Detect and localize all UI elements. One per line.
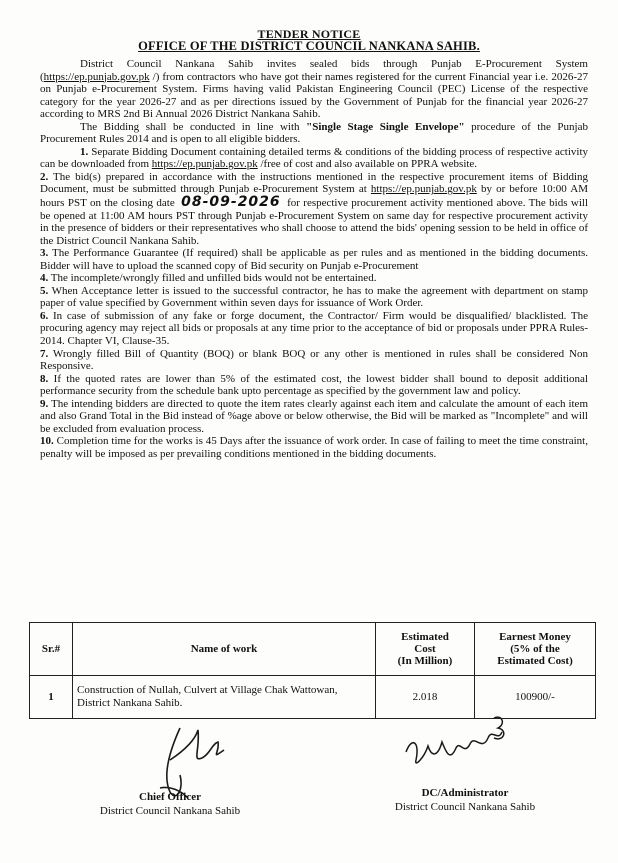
left-signatory-office: District Council Nankana Sahib: [99, 805, 241, 817]
header-name-of-work: Name of work: [73, 623, 376, 676]
point-2: [40, 171, 588, 247]
point-number: 9.: [40, 397, 49, 410]
header-sr: Sr.#: [30, 623, 73, 676]
header-earnest-money: [475, 623, 596, 676]
intro-text-b: /) from contractors who have got their names registered for the current Financial year i.e. 2026-27 on Punjab e-Procurement System. Firms having valid Pakistan Engineering Council (PEC) License of the respective category for the year 2026-27 and as per directions issued by the Government of Punjab for the financial year 2026-27 according to MRS 2nd Bi Annual 2026 District Nankana Sahib.: [40, 70, 588, 121]
point-2-url[interactable]: https://ep.punjab.gov.pk: [370, 183, 477, 196]
point-number: 3.: [40, 247, 49, 260]
point-number: 7.: [40, 347, 49, 360]
header-cost-line-3: (In Million): [397, 655, 453, 667]
header-cost-line-1: Estimated: [401, 631, 449, 643]
point-6: [40, 310, 588, 348]
intro-url[interactable]: https://ep.punjab.gov.pk: [43, 70, 150, 83]
point-1-text-a: Separate Bidding Document containing detailed terms & conditions of the bidding process of respective activity can be downloaded from: [40, 145, 588, 171]
point-number: 2.: [40, 170, 49, 183]
point-number: 5.: [40, 284, 49, 297]
point-7-text: Wrongly filled Bill of Quantity (BOQ) or blank BOQ or any other is mentioned in rules shall be considered Non Responsive.: [40, 347, 588, 373]
right-signatory: [360, 786, 570, 814]
point-5: [40, 285, 588, 310]
intro-text-a: District Council Nankana Sahib invites sealed bids through Punjab E-Procurement System (: [40, 58, 588, 83]
intro2-text-b: procedure of the Punjab Procurement Rules 2014 and is open to all eligible bidders.: [40, 120, 588, 146]
intro-paragraph: [40, 58, 588, 121]
header-em-line-1: Earnest Money: [499, 631, 571, 643]
point-8-text: If the quoted rates are lower than 5% of the estimated cost, the lowest bidder shall bound to deposit additional performance security from the schedule bank upto percentage as specified by the government law and policy.: [40, 372, 588, 398]
intro2-text-a: The Bidding shall be conducted in line with: [80, 120, 307, 133]
procedure-name: "Single Stage Single Envelope": [306, 120, 465, 133]
left-signatory: [70, 790, 270, 818]
table-header-row: [30, 623, 596, 676]
point-number: 10.: [40, 435, 54, 448]
point-4-text: The incomplete/wrongly filled and unfilled bids would not be entertained.: [48, 272, 377, 285]
right-signatory-office: District Council Nankana Sahib: [394, 801, 536, 813]
point-10-text: Completion time for the works is 45 Days after the issuance of work order. In case of failing to meet the time constraint, penalty will be imposed as per prevailing conditions mentioned in the bidding documents.: [40, 435, 588, 460]
cell-earnest-money: 100900/-: [475, 676, 596, 719]
point-1: [40, 146, 588, 171]
point-5-text: When Acceptance letter is issued to the successful contractor, he has to make the agreement with department on stamp paper of value specified by Government within seven days for issuance of Work Order.: [40, 284, 588, 310]
point-10: [40, 435, 588, 460]
point-3: [40, 247, 588, 272]
header-em-line-2: (5% of the: [510, 643, 560, 655]
point-7: [40, 348, 588, 373]
administrator-signature: [398, 712, 518, 776]
cell-name-of-work: Construction of Nullah, Culvert at Village Chak Wattowan, District Nankana Sahib.: [73, 676, 376, 719]
point-6-text: In case of submission of any fake or forge document, the Contractor/ Firm would be disqualified/ blacklisted. The procuring agency may reject all bids or proposals at any time prior to the acceptance of bid or proposals under PPRA Rules-2014. Chapter VI, Clause-35.: [40, 309, 588, 348]
point-2-text-c: for respective procurement activity mentioned above. The bids will be opened at 11:00 AM hours PST through Punjab e-Procurement System on same day for respective procurement activity in the presence of bidders or their representatives who shall choose to attend the bids' opening session to be held in office of the District Council Nankana Sahib.: [40, 197, 589, 247]
right-signatory-title: DC/Administrator: [421, 787, 509, 799]
notice-title: TENDER NOTICE: [257, 27, 361, 41]
header-cost-line-2: Cost: [414, 643, 436, 655]
point-number: 4.: [40, 272, 49, 285]
point-3-text: The Performance Guarantee (If required) shall be applicable as per rules and as mentioned in the bidding documents. Bidder will have to upload the scanned copy of Bid security on Punjab e-Procurement: [40, 247, 588, 272]
point-9-text: The intending bidders are directed to quote the item rates clearly against each item and calculate the amount of each item and also Grand Total in the Bid instead of %age above or below otherwise, the Bid will be marked as "Incomplete" and will be excluded from evaluation process.: [40, 397, 588, 435]
cell-sr: 1: [30, 676, 73, 719]
intro-paragraph-2: [40, 121, 588, 146]
works-table: [29, 622, 596, 719]
point-number: 8.: [40, 372, 49, 385]
point-4: [40, 272, 588, 285]
closing-date-handwritten: 08-09-2026: [181, 194, 281, 211]
point-2-text-a: The bid(s) prepared in accordance with the instructions mentioned in the respective procurement items of Bidding Document, must be submitted through Punjab e-Procurement System at: [40, 170, 588, 196]
notice-body: [40, 58, 588, 461]
point-number: 6.: [40, 309, 49, 322]
header-estimated-cost: [376, 623, 475, 676]
header-em-line-3: Estimated Cost): [497, 655, 573, 667]
point-2-text-b: by or before 10:00 AM hours PST on the closing date: [40, 183, 588, 210]
point-8: [40, 373, 588, 398]
left-signatory-title: Chief Officer: [139, 791, 201, 803]
cell-estimated-cost: 2.018: [376, 676, 475, 719]
point-1-url[interactable]: https://ep.punjab.gov.pk: [151, 158, 258, 171]
point-1-text-b: /free of cost and also available on PPRA website.: [257, 158, 478, 171]
point-number: 1.: [80, 145, 89, 158]
office-title: OFFICE OF THE DISTRICT COUNCIL NANKANA SAHIB.: [138, 39, 480, 53]
point-9: [40, 398, 588, 436]
